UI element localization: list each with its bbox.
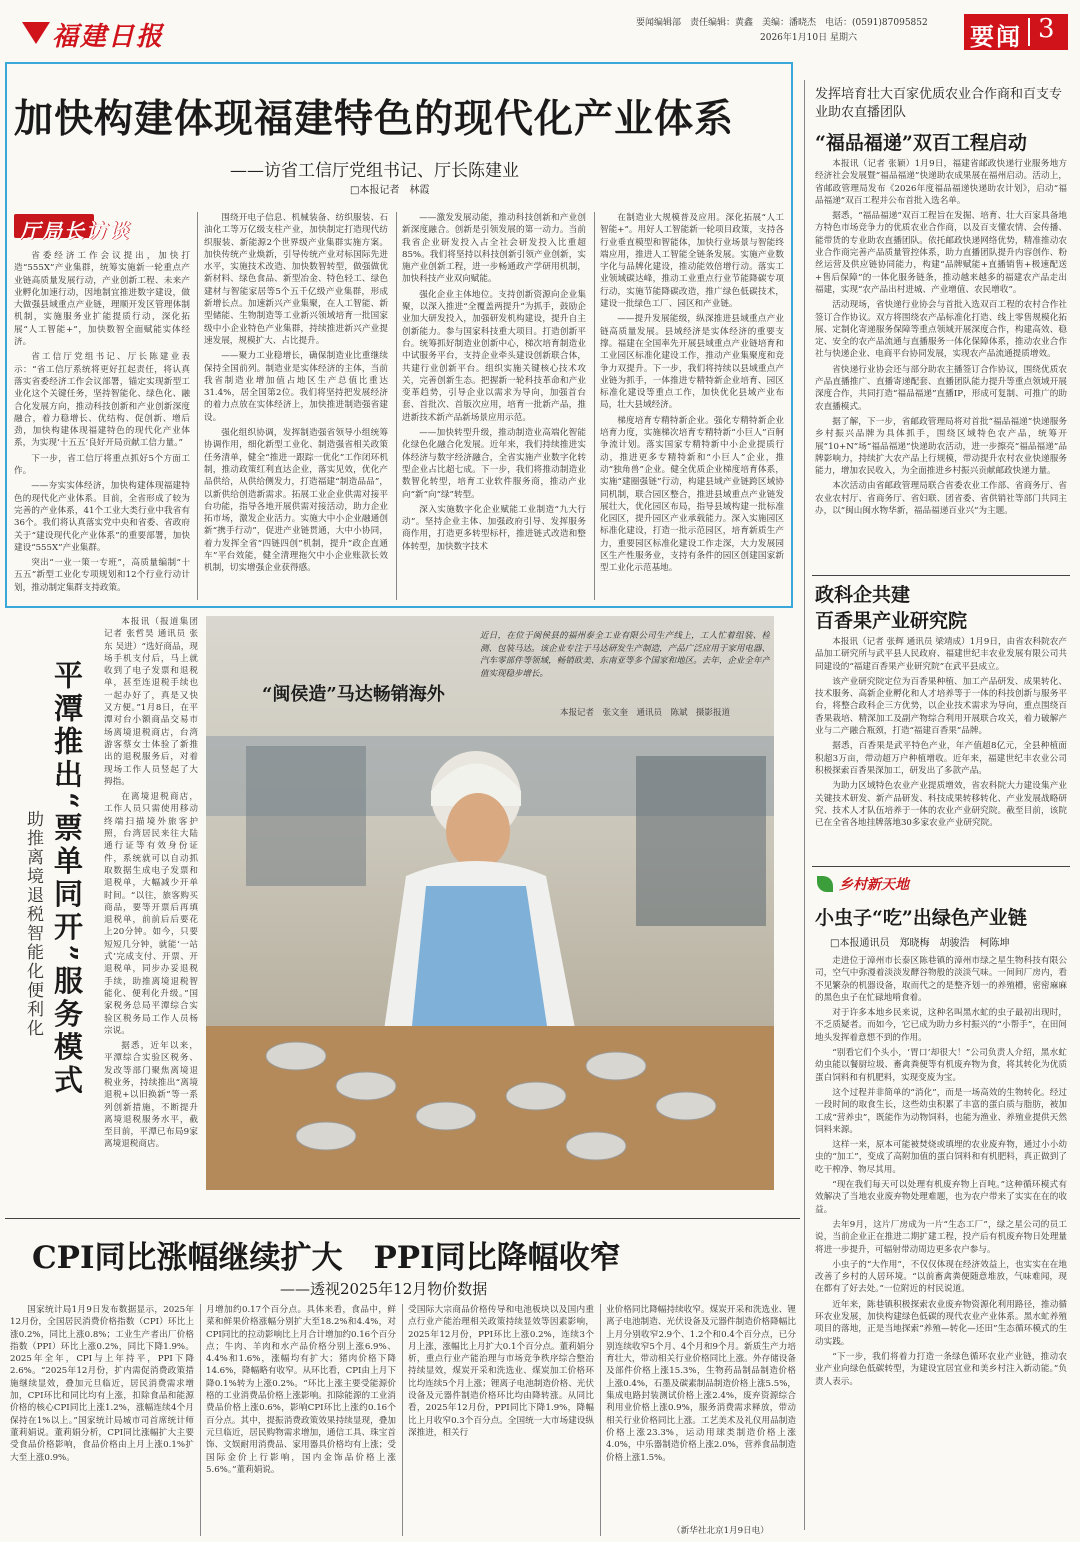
lead-column-2 xyxy=(204,212,388,600)
lead-para: ——夯实实体经济，加快构建体现福建特色的现代化产业体系。目前，全省形成了较为完善的产业体系，41个工业大类行业中我省有36个。我们将认真落实党中央和省委、省政府关于“建设现代化产业体系”的重要部署，加快建设“555X”产业集群。 xyxy=(14,481,190,553)
farm-para: 本报讯（记者 张颖）1月9日，福建省邮政快递行业服务地方经济社会发展暨“福品福递”快递助农成果展在福州启动。活动上，省邮政管理局发布《2026年度福品福递快递助农计划》，启动“福品福递”双百工程并公布首批入选名单。 xyxy=(815,159,1067,206)
agri-para: 本报讯（记者 张辉 通讯员 梁靖成）1月9日，由省农科院农产品加工研究所与武平县人民政府、福建世纪丰农业发展有限公司共同建设的“福建百香果产业研究院”在武平县成立。 xyxy=(815,637,1067,672)
farm-para: 本次活动由省邮政管理局联合省委农业工作部、省商务厅、省农业农村厅、省商务厅、省妇联、团省委、省供销社等部门共同主办，以“闽山闽水物华新，福品福递百业兴”为主题。 xyxy=(815,481,1067,517)
bug-para: 走进位于漳州市长泰区陈巷镇的漳州市绿之星生物科技有限公司，空气中弥漫着淡淡发酵谷物般的淡淡气味。一间间厂房内，看不见繁杂的机器设备，取而代之的是整齐划一的养殖槽，密密麻麻的黑色虫子在忙碌地啃食着。 xyxy=(815,956,1067,1003)
bug-para: 这样一来，原本可能被焚烧或填埋的农业废弃物，通过小小幼虫的“加工”，变成了高附加值的蛋白饲料和有机肥料，真正做到了吃干榨净、物尽其用。 xyxy=(815,1140,1067,1175)
cpi-column-2: 月增加约0.17个百分点。具体来看，食品中，鲜菜和鲜果价格涨幅分别扩大至18.2%和4.4%，对CPI同比的拉动影响比上月合计增加约0.16个百分点；牛肉、羊肉和水产品价格分别上涨6.9%、4.4%和1.6%，涨幅均有扩大；猪肉价格下降14.6%，降幅略有收窄。从环比看，CPI由上月下降0.1%转为上涨0.2%。“环比上涨主要受能源价格的工业消费品价格上涨影响。扣除能源的工业消费品价格上涨0.6%，影响CPI环比上涨约0.16个百分点。其中，提振消费政策效果持续显现，叠加元旦临近，居民购物需求增加，通信工具、珠宝首饰、文娱耐用消费品、家用器具价格均有上涨；受国际金价上行影响，国内金饰品价格上涨5.6%。”董莉娟说。 xyxy=(206,1305,396,1475)
bug-para: “下一步，我们将着力打造一条绿色循环农业产业链，推动农业产业向绿色低碳转型，为建设宜居宜业和美乡村注入新动能。”负责人表示。 xyxy=(815,1351,1067,1387)
lead-para: 梯度培育专精特新企业。强化专精特新企业培育力度，实施梯次培育专精特新“小巨人”百舸争流计划。落实国家专精特新中小企业提质行动，推进更多专精特新和“小巨人”企业，推动“独角兽”企业。健全优质企业梯度培育体系，实施“建圈强链”行动，构建县域产业链跨区域协同机制，联合园区整合，推进县域重点产业链发展壮大，优化园区布局，指导县域构建一批标准化园区，提升园区产业承载能力。深入实施园区标准化建设，打造一批示范园区，培育新质生产力，重要园区标准化建设工作走深，大力发展园区生产性服务业，支持有条件的园区创建国家新型工业化示范基地。 xyxy=(600,415,784,574)
lead-para: 深入实施数字化企业赋能工业制造“九大行动”。坚持企业主体、加强政府引导、发挥服务商作用，打造更多转型标杆，推进链式改造和整体转型，加快数字技术 xyxy=(402,504,586,552)
lead-para: 省委经济工作会议提出，加快打造“555X”产业集群，统筹实施新一轮重点产业链高质量发展行动，产业创新工程、未来产业孵化加速行动，因地制宜推进数字建设，做大做强县域重点产业链，理顺开发区管理体制机制，实施服务业扩能提质行动，深化拓展“人工智能+”，加快数智全面赋能实体经济。 xyxy=(14,251,190,348)
bug-title: 小虫子“吃”出绿色产业链 xyxy=(815,907,1027,929)
lead-para: 在制造业大规模普及应用。深化拓展“人工智能+”。用好人工智能新一轮项目政策，支持各行业垂直模型和智能体，加快行业场景与智能终端应用，推进人工智能全链条发展。实施产业数字化与品牌化建设，推动能效倍增行动。落实工业领域碳达峰，推动工业重点行业节能降碳专项行动，实施节能降碳改造，推广绿色低碳技术，建设一批绿色工厂、园区和产业链。 xyxy=(600,213,784,310)
lead-title: 加快构建体现福建特色的现代化产业体系 xyxy=(14,96,735,142)
column-tag-label: 厅局长访谈 xyxy=(20,219,130,243)
tax-title-sub: 助推离境退税智能化便利化 xyxy=(23,810,43,1038)
lead-para: ——提升发展能级，纵深推进县域重点产业链高质量发展。县域经济是实体经济的重要支撑。福建在全国率先开展县域重点产业链培育和工业园区标准化建设工作，推动产业集聚度和竞争力双提升。下一步，我们将持续以县域重点产业链为抓手，一体推进专精特新企业培育、园区标准化建设等重点工作，加快优化县域产业布局，壮大县域经济。 xyxy=(600,314,784,411)
bug-body xyxy=(815,955,1067,1533)
bug-para: 去年9月，这片厂房成为一片“生态工厂”，绿之星公司的员工说，当前企业正在推进二期扩建工程，投产后有机废弃物日处理量将进一步提升，可辐射带动周边更多农户参与。 xyxy=(815,1219,1067,1255)
divider xyxy=(812,866,1070,867)
cpi-column-4: 业价格同比降幅持续收窄。煤炭开采和洗选业、锂离子电池制造、光伏设备及元器件制造价格降幅比上月分别收窄2.9个、1.2个和0.4个百分点，已分别连续收窄5个月、4个月和9个月。新质生产力培育壮大，带动相关行业价格同比上涨。外存储设备及部件价格上涨15.3%，生物药品制品制造价格上涨0.4%，石墨及碳素制品制造价格上涨5.5%，集成电路封装测试价格上涨2.4%，废弃资源综合利用业价格上涨0.9%，服务消费需求释放，带动相关行业价格同比上涨。工艺美术及礼仪用品制造价格上涨23.3%，运动用球类制造价格上涨4.0%，中乐器制造价格上涨2.0%，营养食品制造价格上涨1.5%。 xyxy=(606,1305,796,1463)
cpi-subtitle: ——透视2025年12月物价数据 xyxy=(280,1280,488,1298)
agri-title-2: 百香果产业研究院 xyxy=(815,610,968,632)
editors-line: 要闻编辑部 责任编辑：黄鑫 美编：潘晓杰 电话：(0591)87095852 xyxy=(636,18,928,28)
section-label: 要闻 xyxy=(970,22,1022,51)
tax-para: 据悉，近年以来，平潭综合实验区税务、发改等部门聚焦离境退税业务，持续推出“离境退税+以旧换新”等一系列创新措施，不断提升离境退税服务水平，截至目前，平潭已布局9家离境退税商店。 xyxy=(104,1041,198,1150)
lead-para: ——加快转型升级，推动制造业高端化智能化绿色化融合化发展。近年来，我们持续推进实体经济与数字经济融合，全省实施产业数字化转型企业占比超七成。下一步，我们将推动制造业数智化转型，培育工业软件服务商，推动产业向“新”向“绿”转型。 xyxy=(402,428,586,500)
cpi-column-3: 受国际大宗商品价格传导和电池板块以及国内重点行业产能治理相关政策持续显效等因素影响，2025年12月份，PPI环比上涨0.2%，连续3个月上涨，涨幅比上月扩大0.1个百分点。董莉娟分析，重点行业产能治理与市场竞争秩序综合整治持续显效，煤炭开采和洗选业、煤炭加工价格环比均连续5个月上涨；锂离子电池制造价格、光伏设备及元器件制造价格环比均由降转涨。从同比看，2025年12月份，PPI同比下降1.9%，降幅比上月收窄0.3个百分点。全国统一大市场建设纵深推进，相关行 xyxy=(408,1305,594,1438)
lead-para: ——激发发展动能，推动科技创新和产业创新深度融合。创新是引领发展的第一动力。当前我省企业研发投入占全社会研发投入比重超85%。我们将坚持以科技创新引领产业创新，实施产业创新工程，进一步畅通政产学研用机制，加快科技产业双向赋能。 xyxy=(402,213,586,285)
farm-kicker: 发挥培育壮大百家优质农业合作商和百支专业助农直播团队 xyxy=(815,87,1063,120)
lead-para: 突出“一业一策一专班”，高质量编制“十五五”新型工业化专项规划和12个行业行动计划，推动制定集群支持政策。 xyxy=(14,558,190,593)
divider xyxy=(5,1218,800,1219)
lead-para: 下一步，省工信厅将重点抓好5个方面工作。 xyxy=(14,453,190,477)
lead-column-1 xyxy=(14,250,190,600)
tax-para: 本报讯（报道集团记者 张哲昊 通讯员 张东 吴进）“选好商品，现场手机支付后，马上就收到了电子发票和退税单，甚至连退税手续也一起办好了，真是又快又方便。”1月8日，在平潭对台小额商品交易市场离境退税商店，台湾游客蔡女士体验了新推出的退税服务后，对着现场工作人员竖起了大拇指。 xyxy=(104,617,198,787)
masthead xyxy=(0,0,1080,60)
farm-body xyxy=(815,158,1067,568)
farm-para: 活动现场，省快递行业协会与首批入选双百工程的农村合作社签订合作协议。双方将围绕农产品标准化打造、线上零售规模化拓展、定制化寄递服务保障等重点领域开展深度合作，构建高效、稳定、安全的农产品流通与直播服务一体化保障体系，推动农业合作社与快递企业、电商平台协同发展，实现农产品流通提质增效。 xyxy=(815,300,1067,360)
lead-para: 围绕开电子信息、机械装备、纺织服装、石油化工等万亿级支柱产业，加快制定打造现代纺织服装、新能源2个世界级产业集群实施方案。加快传统产业焕新，引导传统产业对标国际先进水平，实施技术改造、加快数智转型，做强做优新材料、绿色食品、新型冶金、特色轻工、绿色建材与智能家居等5个五千亿级产业集群，形成新增长点。加速新兴产业集聚，在人工智能、新型储能、生物制造等工业新兴领域培育一批国家级中小企业特色产业集群，持续推进新兴产业提速发展，规模扩大、占比提升。 xyxy=(204,213,388,346)
lead-column-4 xyxy=(600,212,784,600)
tax-title-main: 平潭推出“票单同开”服务模式 xyxy=(50,660,84,1098)
page-number: 3 xyxy=(1038,14,1055,44)
bug-para: 对于许多本地乡民来说，这种名叫黑水虻的虫子最初出现时，不乏质疑者。而如今，它已成为助力乡村振兴的“小帮手”，在田间地头发挥着意想不到的作用。 xyxy=(815,1008,1067,1043)
agri-para: 据悉，百香果是武平特色产业，年产值超8亿元，全县种植面积超3万亩，带动超万户种植增收。近年来，福建世纪丰农业公司积极探索百香果深加工，研发出了多款产品。 xyxy=(815,741,1067,776)
agri-title-1: 政科企共建 xyxy=(815,584,911,606)
cpi-credit: （新华社北京1月9日电） xyxy=(672,1526,769,1536)
bug-para: 这个过程并非简单的“消化”，而是一场高效的生物转化。经过一段时间的取食生长，这些幼虫积累了丰富的蛋白质与脂肪，被加工成“营养虫”，既能作为动物饲料，也能为渔业、养殖业提供天然饲料来源。 xyxy=(815,1087,1067,1135)
logo: 福建日报 xyxy=(52,22,165,52)
agri-body xyxy=(815,636,1067,862)
cpi-column-1: 国家统计局1月9日发布数据显示，2025年12月份，全国居民消费价格指数（CPI）环比上涨0.2%，同比上涨0.8%；工业生产者出厂价格指数（PPI）环比上涨0.2%，同比下降1.9%。2025年全年，CPI与上年持平，PPI下降2.6%。“2025年12月份，扩内需促消费政策措施继续显效，叠加元旦临近，居民消费需求增加，CPI环比和同比均有上涨，扣除食品和能源价格的核心CPI同比上涨1.2%，涨幅连续4个月保持在1%以上。”国家统计局城市司首席统计师董莉娟说。董莉娟分析，CPI同比涨幅扩大主要受食品价格影响，食品价格由上月上涨0.1%扩大至上涨0.9%。 xyxy=(10,1305,194,1463)
bug-para: “现在我们每天可以处理有机废弃物上百吨。”这种循环模式有效解决了当地农业废弃物处理难题，也为农户带来了实实在在的收益。 xyxy=(815,1180,1067,1215)
section-divider xyxy=(1028,18,1030,46)
lead-para: 强化企业主体地位。支持创新资源向企业集聚，以深入推进“全覆盖两提升”为抓手，鼓励企业加大研发投入，加强研发机构建设，提升自主创新能力。参与国家科技重大项目。打造创新平台。统筹抓好制造业创新中心，梯次培育制造业中试服务平台，支持企业牵头建设创新联合体，共建行业创新平台。组织实施关键核心技术攻关，完善创新生态。把握新一轮科技革命和产业变革趋势，引导企业以需求为导向，加强首台套、首批次、首版次应用，培育一批新产品，推进新技术新产品新场景应用示范。 xyxy=(402,289,586,423)
tax-para: 在离境退税商店，工作人员只需使用移动终端扫描境外旅客护照，台湾居民来往大陆通行证等有效身份证件，系统就可以自动抓取数据生成电子发票和退税单，大幅减少开单时间。“以往，旅客购买商品，要等开票后再填退税单，前前后后要花上20分钟。如今，只要短短几分钟，就能‘一站式’完成支付、开票、开退税单，同步办妥退税手续，助推离境退税智能化、便利化升级。”国家税务总局平潭综合实验区税务局工作人员杨宗说。 xyxy=(104,792,198,1036)
tax-body xyxy=(104,616,198,1212)
cpi-title: CPI同比涨幅继续扩大 PPI同比降幅收窄 xyxy=(32,1240,621,1276)
farm-title: “福品福递”双百工程启动 xyxy=(815,132,1027,154)
bug-para: “别看它们个头小，‘胃口’却很大！”公司负责人介绍，黑水虻幼虫能以餐厨垃圾、畜禽粪便等有机废弃物为食，将其转化为优质蛋白饲料和有机肥料，实现变废为宝。 xyxy=(815,1048,1067,1083)
column-tag xyxy=(14,208,174,244)
divider xyxy=(812,575,1070,576)
lead-para: 省工信厅党组书记、厅长陈建业表示：“省工信厅系统将更好扛起责任，将认真落实省委经济工作会议部署，锚定实现新型工业化这个关键任务，坚持智能化、绿色化、融合化发展方向，推动科技创新和产业创新深度融合，着力稳增长、优结构、促创新、增后劲，加快构建体现福建特色的现代化产业体系，为实现‘十五五’良好开局贡献工信力量。” xyxy=(14,352,190,449)
farm-para: 据悉，“福品福递”双百工程旨在发掘、培育、壮大百家具备地方特色市场竞争力的优质农业合作商，以及百支懂农情、会传播、能带货的专业助农直播团队。依托邮政快递网络优势，精准推动农业合作商完善产品质量管控体系，助力直播团队提升内容创作、粉丝运营及供应链协同能力，构建“品牌赋能+直播销售+极速配送+售后保障”的一体化服务链条，推动越来越多的福建农产品走出福建，实现“农产品出村进城、产业增值、农民增收”。 xyxy=(815,211,1067,295)
lead-subtitle: ——访省工信厅党组书记、厅长陈建业 xyxy=(230,161,519,181)
bug-para: 小虫子的“大作用”，不仅仅体现在经济效益上，也实实在在地改善了乡村的人居环境。“以前畜禽粪便随意堆放，气味难闻，现在都有了好去处。”一位附近的村民说道。 xyxy=(815,1259,1067,1295)
bug-para: 近年来，陈巷镇积极探索农业废弃物资源化利用路径，推动循环农业发展，加快构建绿色低碳的现代农业产业体系。黑水虻养殖项目的落地，正是当地探索“养殖—转化—还田”生态循环模式的生动实践。 xyxy=(815,1299,1067,1347)
rural-tag-label: 乡村新天地 xyxy=(839,877,909,893)
lead-para: 强化组织协调，发挥制造强省领导小组统筹协调作用，细化新型工业化、制造强省相关政策任务清单，健全“推进一跟踪一优化”工作闭环机制，推动政策红利直达企业，落实见效，优化产品供给，从供给侧发力，打造福建“制造品品”，以新供给创造新需求。拓展工业企业供需对接平台功能，指导各地开展供需对接活动，助力企业拓市场，激发企业活力。实施大中小企业融通创新“携手行动”，促进产业链贯通，大中小协同，着力发挥全省“四链四创”机制，提升“政企直通车”平台效能，健全清理拖欠中小企业账款长效机制，切实增强企业获得感。 xyxy=(204,428,388,574)
logo-icon xyxy=(22,22,50,44)
farm-para: 省快递行业协会还与部分助农主播签订合作协议，围绕优质农产品直播推广、直播寄递配套、直播团队能力提升等重点领域开展深度合作，共同打造“福品福递”直播IP，形成可复制、可推广的助农直播模式。 xyxy=(815,364,1067,412)
leaf-icon xyxy=(817,876,833,892)
photo-caption-body: 近日，在位于闽侯县的福州泰全工业有限公司生产线上，工人忙着组装、检测、包装马达。该企业专注于马达研发生产制造，产品广泛应用于家用电器、汽车零部件等领域，畅销欧美、东南亚等多个国家和地区。去年，企业全年产值实现稳步增长。 xyxy=(480,631,770,679)
photo-caption-title: “闽侯造”马达畅销海外 xyxy=(262,684,445,705)
farm-para: 据了解，下一步，省邮政管理局将对首批“福品福递”快递服务乡村振兴品牌为具体抓手，围绕区域特色农产品，统筹开展“10+N”场“福品福递”快递助农活动，进一步擦亮“福品福递”品牌影响力，持续扩大农产品上行规模，带动提升农村农业快递服务能力，增加农民收入，为全面推进乡村振兴贡献邮政快递力量。 xyxy=(815,416,1067,477)
lead-byline: □本报记者 林霞 xyxy=(350,185,430,196)
agri-para: 该产业研究院定位为百香果种植、加工产品研发、成果转化、技术服务、高新企业孵化和人才培养等于一体的科技创新与服务平台，将整合政科企三方优势，以企业技术需求为导向，重点围绕百香果栽培、精深加工及副产物综合利用开展联合攻关，着力破解产业与二产融合瓶颈，打造“福建百香果”品牌。 xyxy=(815,676,1067,737)
photo-credit: 本报记者 张文奎 通讯员 陈斌 摄影报道 xyxy=(560,708,731,718)
issue-date: 2026年1月10日 星期六 xyxy=(760,33,857,43)
agri-para: 为助力区域特色农业产业提质增效，省农科院大力建设集产业关键技术研发、新产品研发、科技成果转移转化、产业发展战略研究、技术人才队伍培养于一体的农业产业研究院。截至目前，该院已在全省各地挂牌落地30多家农业产业研究院。 xyxy=(815,781,1067,829)
bug-byline: □本报通讯员 郑晓梅 胡骏浩 柯陈坤 xyxy=(830,938,1010,949)
lead-para: ——聚力工业稳增长，确保制造业比重继续保持全国前列。制造业是实体经济的主体，当前我省制造业增加值占地区生产总值比重达31.4%，居全国第2位。我们将坚持把发展经济的着力点放在实体经济上，加快推进制造强省建设。 xyxy=(204,351,388,423)
rural-tag xyxy=(815,872,965,896)
lead-column-3 xyxy=(402,212,586,600)
